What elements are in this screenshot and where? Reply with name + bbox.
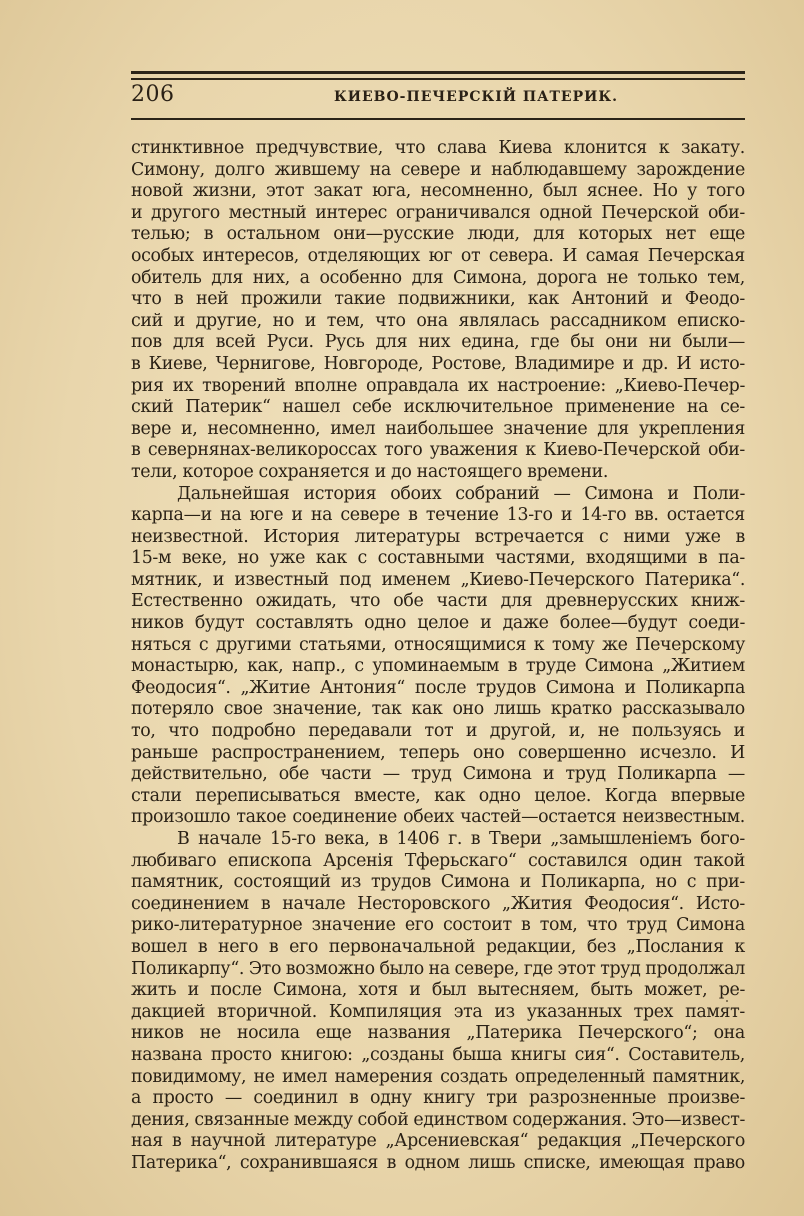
text-line: Симону, долго жившему на севере и наблюдавшему зарождение xyxy=(131,159,745,180)
text-line: вошел в него в его первоначальной редакции, без „Послания к xyxy=(131,936,745,957)
text-line: любиваго епископа Арсенія Тферьскаго“ составился один такой xyxy=(131,850,745,871)
text-line: няться с другими статьями, относящимися к тому же Печерскому xyxy=(131,634,745,655)
page-number: 206 xyxy=(131,82,175,107)
text-line: ников будут составлять одно целое и даже более—будут соеди- xyxy=(131,613,745,634)
text-line: дения, связанные между собой единством содержания. Это—извест- xyxy=(131,1109,745,1130)
text-line: памятник, состоящий из трудов Симона и Поликарпа, но с при- xyxy=(131,872,745,893)
text-line: карпа—и на юге и на севере в течение 13-го и 14-го вв. остается xyxy=(131,505,745,526)
text-line: что в ней прожили такие подвижники, как Антоний и Феодо- xyxy=(131,289,745,310)
text-line: в севернянах-великороссах того уважения к Киево-Печерской оби- xyxy=(131,440,745,461)
text-line: жить и после Симона, хотя и был вытесняем, быть может, ре- xyxy=(131,980,745,1001)
text-line: и другого местный интерес ограничивался одной Печерской оби- xyxy=(131,202,745,223)
text-line: телью; в остальном они—русские люди, для которых нет еще xyxy=(131,224,745,245)
paper-speck xyxy=(726,1000,728,1002)
text-line: тели, которое сохраняется и до настоящего времени. xyxy=(131,461,609,482)
text-line: сий и другие, но и тем, что она являлась рассадником еписко- xyxy=(131,310,745,331)
text-line: ная в научной литературе „Арсениевская“ редакция „Печерского xyxy=(131,1131,745,1152)
text-line: в Киеве, Чернигове, Новгороде, Ростове, Владимире и др. И исто- xyxy=(131,353,745,374)
text-line: неизвестной. История литературы встречается с ними уже в xyxy=(131,526,745,547)
text-line: Патерика“, сохранившаяся в одном лишь списке, имеющая право xyxy=(131,1152,745,1173)
text-line: раньше распространением, теперь оно совершенно исчезло. И xyxy=(131,742,745,763)
text-line: стинктивное предчувствие, что слава Киева клонится к закату. xyxy=(131,138,745,158)
text-line: то, что подробно передавали тот и другой, и, не пользуясь и xyxy=(131,721,745,742)
text-line: дакцией вторичной. Компиляция эта из указанных трех памят- xyxy=(131,1001,745,1022)
text-line: новой жизни, этот закат юга, несомненно, был яснее. Но у того xyxy=(131,181,745,202)
text-line: стали переписываться вместе, как одно целое. Когда впервые xyxy=(131,785,745,806)
text-line: монастырю, как, напр., с упоминаемым в труде Симона „Житием xyxy=(131,656,745,677)
header-rule-thick xyxy=(131,71,745,74)
text-line: произошло такое соединение обеих частей—остается неизвестным. xyxy=(131,807,745,828)
text-line: повидимому, не имел намерения создать определенный памятник, xyxy=(131,1066,745,1087)
text-line: Естественно ожидать, что обе части для древнерусских книж- xyxy=(131,591,745,612)
text-line: названа просто книгою: „созданы быша книгы сия“. Составитель, xyxy=(131,1044,745,1065)
text-line: мятник, и известный под именем „Киево-Печерского Патерика“. xyxy=(131,569,745,590)
text-line: а просто — соединил в одну книгу три разрозненные произве- xyxy=(131,1088,745,1109)
body-text xyxy=(131,138,745,1175)
text-line: ский Патерик“ нашел себе исключительное применение на се- xyxy=(131,397,745,418)
text-line: Поликарпу“. Это возможно было на севере, где этот труд продолжал xyxy=(131,958,745,979)
text-line: особых интересов, отделяющих юг от севера. И самая Печерская xyxy=(131,245,745,266)
text-line: обитель для них, а особенно для Симона, дорога не только тем, xyxy=(131,267,745,288)
text-line: потеряло свое значение, так как оно лишь кратко рассказывало xyxy=(131,699,745,720)
text-line: рия их творений вполне оправдала их настроение: „Киево-Печер- xyxy=(131,375,745,396)
text-line: Феодосия“. „Житие Антония“ после трудов Симона и Поликарпа xyxy=(131,677,745,698)
text-line: вере и, несомненно, имел наибольшее значение для укрепления xyxy=(131,418,745,439)
running-title: КИЕВО-ПЕЧЕРСКІЙ ПАТЕРИК. xyxy=(334,89,618,105)
text-line: В начале 15-го века, в 1406 г. в Твери „замышленіемъ бого- xyxy=(177,829,745,849)
header-rule-bottom xyxy=(131,118,745,120)
text-line: пов для всей Руси. Русь для них едина, где бы они ни были— xyxy=(131,332,745,353)
header-rule-thin xyxy=(131,78,745,80)
text-line: Дальнейшая история обоих собраний — Симона и Поли- xyxy=(177,483,745,504)
text-line: 15-м веке, но уже как с составными частями, входящими в па- xyxy=(131,548,745,569)
text-line: рико-литературное значение его состоит в том, что труд Симона xyxy=(131,915,745,936)
text-line: соединением в начале Несторовского „Жития Феодосия“. Исто- xyxy=(131,893,745,914)
text-line: ников не носила еще названия „Патерика Печерского“; она xyxy=(131,1023,745,1044)
text-line: действительно, обе части — труд Симона и труд Поликарпа — xyxy=(131,764,745,785)
